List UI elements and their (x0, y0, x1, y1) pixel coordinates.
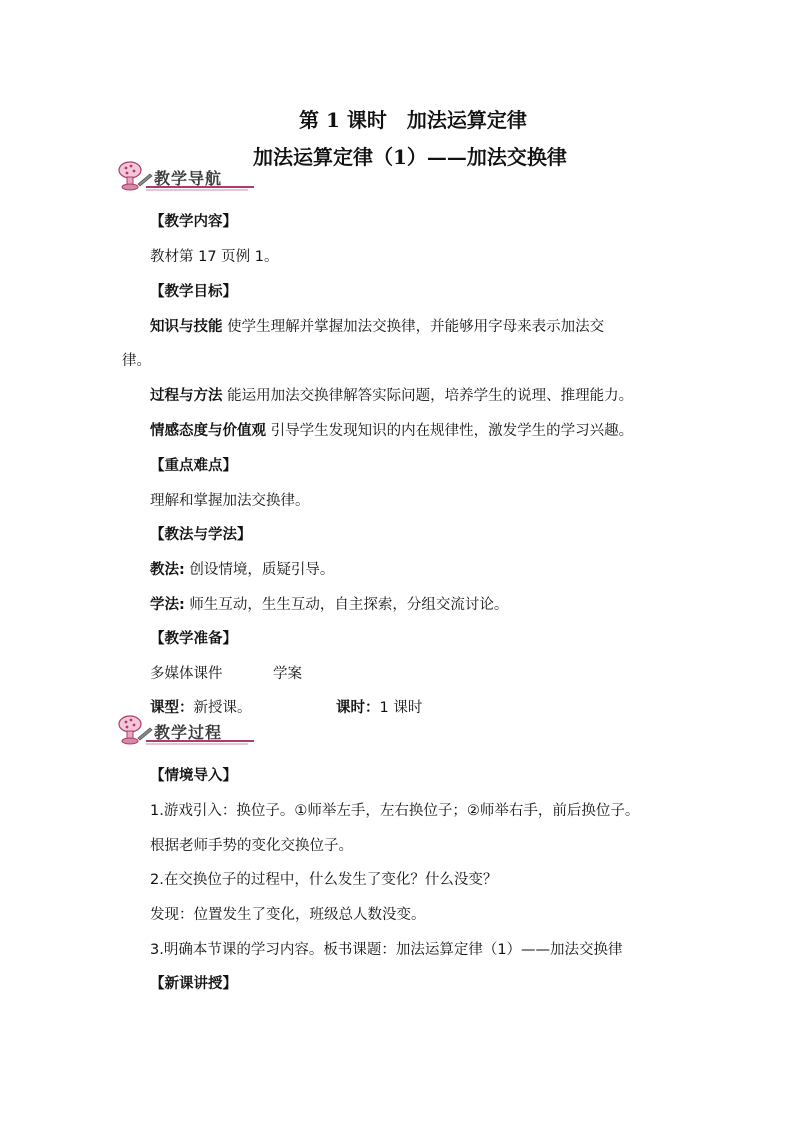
teach-method-text: 创设情境，质疑引导。 (184, 562, 335, 578)
page-title: 第 1 课时 加法运算定律 (299, 108, 527, 132)
goal-attitude-text: 引导学生发现知识的内在规律性，激发学生的学习兴趣。 (266, 423, 634, 439)
heading-preparation: 【教学准备】 (150, 631, 237, 647)
heading-methods: 【教法与学法】 (150, 527, 252, 543)
section-banner-guide (116, 160, 256, 192)
goal-process (150, 386, 633, 406)
intro-step-1: 1.游戏引入：换位子。①师举左手，左右换位子；②师举右手，前后换位子。 (150, 803, 640, 819)
learn-method-label: 学法: (150, 597, 185, 613)
lesson-hours (336, 698, 422, 718)
lesson-type-label: 课型： (150, 700, 194, 716)
lesson-hours-value: 1 课时 (379, 700, 423, 716)
goal-knowledge (150, 317, 604, 337)
goal-knowledge-continued: 律。 (122, 353, 151, 369)
intro-step-2: 2.在交换位子的过程中，什么发生了变化？什么没变？ (150, 872, 498, 888)
banner-label: 教学导航 (154, 169, 223, 188)
goal-attitude-label: 情感态度与价值观 (150, 423, 266, 439)
teach-method-label: 教法: (150, 562, 185, 578)
goal-process-label: 过程与方法 (150, 388, 223, 404)
intro-finding: 发现：位置发生了变化，班级总人数没变。 (150, 907, 426, 923)
lesson-hours-label: 课时： (336, 700, 380, 716)
lesson-type-value: 新授课。 (193, 700, 252, 716)
goal-knowledge-text: 使学生理解并掌握加法交换律，并能够用字母来表示加法交 (222, 319, 605, 335)
learn-method (150, 595, 508, 615)
heading-intro: 【情境导入】 (150, 768, 237, 784)
banner-label: 教学过程 (154, 723, 223, 742)
heading-goals: 【教学目标】 (150, 284, 237, 300)
prep-item-multimedia: 多媒体课件 (150, 666, 223, 682)
goal-knowledge-label: 知识与技能 (150, 319, 223, 335)
heading-key-points: 【重点难点】 (150, 458, 237, 474)
intro-step-3: 3.明确本节课的学习内容。板书课题：加法运算定律（1）——加法交换律 (150, 942, 623, 958)
section-banner-process (116, 714, 256, 746)
goal-attitude (150, 421, 633, 441)
intro-step-1-continued: 根据老师手势的变化交换位子。 (150, 838, 353, 854)
page-subtitle: 加法运算定律（1）——加法交换律 (253, 145, 567, 169)
teach-method (150, 560, 334, 580)
prep-item-worksheet: 学案 (273, 666, 302, 682)
learn-method-text: 师生互动，生生互动，自主探索，分组交流讨论。 (184, 597, 509, 613)
content-text: 教材第 17 页例 1。 (150, 249, 279, 265)
heading-content: 【教学内容】 (150, 214, 237, 230)
goal-process-text: 能运用加法交换律解答实际问题，培养学生的说理、推理能力。 (222, 388, 634, 404)
key-points-text: 理解和掌握加法交换律。 (150, 493, 310, 509)
heading-new-lesson: 【新课讲授】 (150, 976, 237, 992)
